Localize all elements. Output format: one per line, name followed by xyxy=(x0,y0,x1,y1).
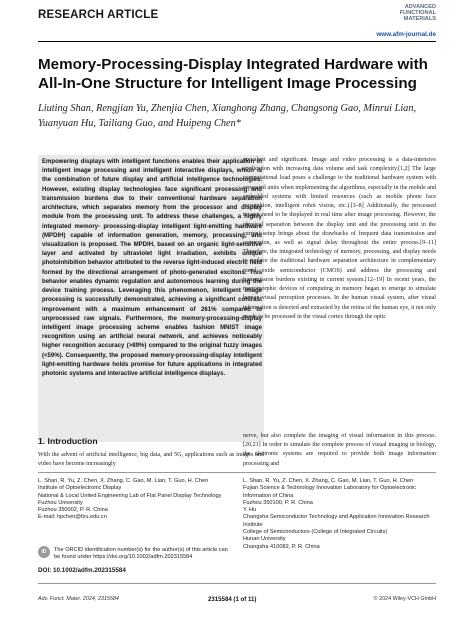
footer-copyright: © 2024 Wiley-VCH GmbH xyxy=(373,596,436,602)
journal-url-link[interactable]: www.afm-journal.de xyxy=(376,31,436,38)
affiliations-right: L. Shan, R. Yu, Z. Chen, X. Zhang, C. Gao, M. Lian, T. Guo, H. Chen Fujian Science & Technology Innovation Laboratory for Optoelectronic Information of China Fuzhou 350100, P. R. China Y. Hu Changsha Semiconductor Technology and Application Innovation Research Institute College of Semiconductors (College of Integrated Circuits) Hunan University Changsha 410082, P. R. China xyxy=(243,478,430,550)
affiliation-divider xyxy=(38,472,436,473)
section-heading-introduction: 1. Introduction xyxy=(38,436,98,446)
logo-line-2: FUNCTIONAL xyxy=(399,9,436,16)
footer-page-number: 2315584 (1 of 11) xyxy=(208,596,257,603)
abstract-text: Empowering displays with intelligent functions enables their application in intelligent image processing and intelligent interactive displays, which is the combination of future display and artificial intelligence technologies. However, existing display technologies face significant processing and transmission burdens due to their conventional hardware separation architecture, which separates memory from the processor and display module from the processing unit. To address these challenges, a highly integrated memory- processing-display intelligent light-emitting hardware (MPDIH) capable of information generation, memory, processing, and visualization is proposed. The MPDIH, based on an organic light-sensitive layer and activated by ultraviolet light irradiation, exhibits unique photoinhibition behavior attributed to the reverse light-induced electric field formed by the directional arrangement of photo-generated excitons. This behavior enables dynamic regulation and autonomous learning during the device training process. Leveraging this phenomenon, intelligent image processing is successfully demonstrated, achieving a significant contrast improvement with a maximum enhancement of 261% compared to unprocessed raw signals. Furthermore, the memory-processing-display intelligent image processing scheme enables fashion MNIST image recognition using an artificial neural network, and achieves noticeably higher recognition accuracy (>89%) compared to the original fuzzy images (<59%). Consequently, the proposed memory-processing-display intelligent light-emitting hardware holds promise for future applications in integrated photonic systems and interactive artificial intelligence displays. xyxy=(42,159,262,378)
logo-line-3: MATERIALS xyxy=(403,15,436,22)
journal-logo xyxy=(400,5,436,22)
orcid-icon: iD xyxy=(38,546,50,558)
header-divider xyxy=(38,41,436,42)
paper-title: Memory-Processing-Display Integrated Hardware with All-In-One Structure for Intelligent Image Processing xyxy=(38,56,428,92)
body-text-right-column: prevalent and significant. Image and video processing is a data-intensive application with increasing data volume and task complexity.[1,2] The large computational load poses a challenge to the traditional hardware system with separated units when implementing the algorithms, especially in the mobile and embedded systems with limited resources (such as mobile phone face recognition, intelligent robot vision, etc.).[3–8] Additionally, the processed images need to be displayed in real time after image processing. However, the physical separation between the display unit and the processing unit in the current setup brings about the drawbacks of frequent data transmission and conversion, as well as signal delay throughout the entire process.[9–11] Therefore, the integrated technology of memory, processing, and display needs to replace the traditional hardware separation architecture in complementary metal oxide semiconductor (CMOS) and address the processing and transmission burdens existing in current system.[12–19] In recent years, the neuromorphic devices of computing in memory began to emerge to simulate human visual perception processes. In the human visual system, after visual information is detected and extracted by the retina of the human eye, it not only needs to be processed in the visual cortex through the optic xyxy=(243,157,436,320)
logo-line-1: ADVANCED xyxy=(404,4,436,10)
introduction-text: With the advent of artificial intelligence, big data, and 5G, applications such as images and video have become increasingly xyxy=(38,452,264,468)
article-type-label: RESEARCH ARTICLE xyxy=(38,9,159,21)
footer-divider xyxy=(38,583,436,584)
affiliations-left: L. Shan, R. Yu, Z. Chen, X. Zhang, C. Gao, M. Lian, T. Guo, H. Chen Institute of Optoelectronic Display National & Local United Engineering Lab of Flat Panel Display Technology Fuzhou University Fuzhou 350002, P. R. China E-mail: hpchen@fzu.edu.cn xyxy=(38,478,222,521)
orcid-note[interactable]: The ORCID identification number(s) for the author(s) of this article can be found under https://doi.org/10.1002/adfm.202315584 xyxy=(54,547,228,561)
body-text-right-bottom: nerve, but also complete the imaging of visual information in this process.[20,21] In order to simulate the complete process of visual imaging in biology, the electronic systems are required to provide both image information processing and xyxy=(243,433,436,467)
doi-label[interactable]: DOI: 10.1002/adfm.202315584 xyxy=(38,567,126,574)
footer-citation: Adv. Funct. Mater. 2024, 2315584 xyxy=(38,596,119,602)
author-list: Liuting Shan, Rengjian Yu, Zhenjia Chen, Xianghong Zhang, Changsong Gao, Minrui Lian, Yuanyuan Hu, Tailiang Guo, and Huipeng Chen* xyxy=(38,103,417,129)
